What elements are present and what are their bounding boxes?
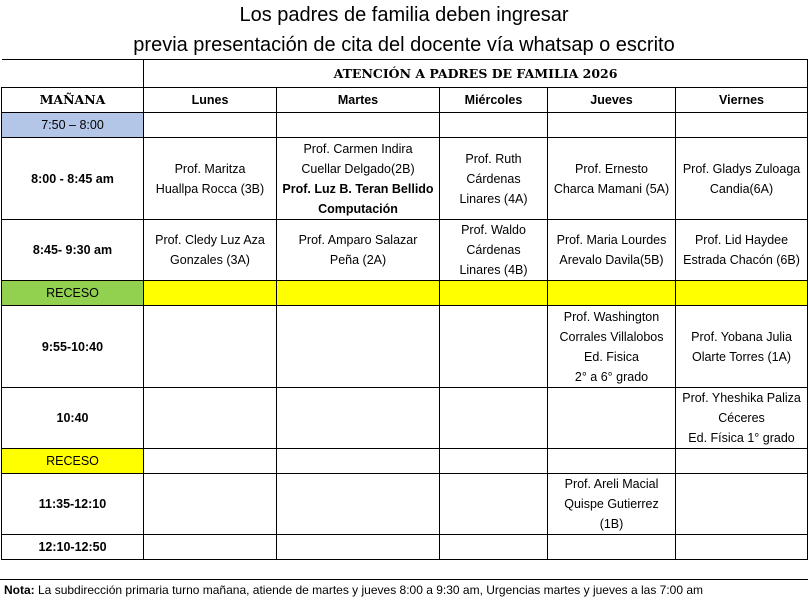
slot-cell bbox=[548, 474, 676, 535]
teacher-line: 2° a 6° grado bbox=[574, 369, 649, 384]
teacher-line: Quispe Gutierrez bbox=[564, 497, 659, 511]
slot-cell bbox=[440, 113, 548, 138]
day-viernes: Viernes bbox=[676, 88, 808, 113]
teacher-line: Prof. Areli Macial bbox=[564, 477, 659, 491]
day-jueves: Jueves bbox=[548, 88, 676, 113]
teacher-line: Céceres bbox=[718, 411, 765, 425]
teacher-line: Charca Mamani (5A) bbox=[553, 181, 670, 196]
slot-cell bbox=[277, 220, 440, 281]
slot-cell bbox=[277, 449, 440, 474]
table-row bbox=[2, 281, 808, 306]
slot-cell bbox=[676, 388, 808, 449]
slot-cell bbox=[144, 220, 277, 281]
slot-cell bbox=[676, 220, 808, 281]
teacher-line: Cárdenas bbox=[466, 243, 521, 257]
recess-cell bbox=[548, 281, 676, 306]
slot-cell bbox=[676, 113, 808, 138]
slot-cell bbox=[144, 449, 277, 474]
teacher-line: Prof. Carmen Indira bbox=[303, 141, 413, 156]
table-row bbox=[2, 60, 808, 88]
teacher-line: Ed. Fisica bbox=[584, 349, 639, 364]
recess-cell bbox=[144, 281, 277, 306]
time-cell: 11:35-12:10 bbox=[2, 474, 144, 535]
note-label: Nota: bbox=[4, 583, 35, 597]
teacher-line: Peña (2A) bbox=[329, 253, 387, 267]
table-row bbox=[2, 138, 808, 220]
slot-cell bbox=[144, 388, 277, 449]
slot-cell bbox=[277, 306, 440, 388]
header-line-1: Los padres de familia deben ingresar bbox=[239, 4, 569, 26]
teacher-line: Estrada Chacón (6B) bbox=[683, 253, 800, 267]
table-row bbox=[2, 220, 808, 281]
teacher-line: Prof. Waldo bbox=[461, 223, 526, 237]
teacher-line: Prof. Yheshika Paliza bbox=[682, 391, 801, 405]
time-cell: 12:10-12:50 bbox=[2, 535, 144, 560]
slot-cell bbox=[440, 306, 548, 388]
table-row bbox=[2, 88, 808, 113]
page-header bbox=[0, 0, 808, 58]
schedule-table bbox=[1, 59, 808, 560]
teacher-line: Olarte Torres (1A) bbox=[691, 349, 792, 364]
time-cell: 9:55-10:40 bbox=[2, 306, 144, 388]
slot-cell bbox=[548, 306, 676, 388]
teacher-line: Computación bbox=[318, 201, 398, 216]
teacher-line: Prof. Washington bbox=[563, 309, 660, 324]
table-title: ATENCIÓN A PADRES DE FAMILIA 2026 bbox=[144, 60, 808, 88]
footer-note bbox=[0, 579, 808, 599]
teacher-line: Cárdenas bbox=[466, 171, 521, 186]
teacher-line: Prof. Luz B. Teran Bellido bbox=[282, 181, 434, 196]
teacher-line: Ed. Física 1° grado bbox=[688, 431, 795, 445]
shift-label: MAÑANA bbox=[2, 88, 144, 113]
slot-cell bbox=[144, 535, 277, 560]
day-martes: Martes bbox=[277, 88, 440, 113]
slot-cell bbox=[440, 449, 548, 474]
slot-cell bbox=[440, 474, 548, 535]
teacher-line: Prof. Lid Haydee bbox=[694, 233, 789, 247]
slot-cell bbox=[676, 535, 808, 560]
day-lunes: Lunes bbox=[144, 88, 277, 113]
slot-cell bbox=[144, 113, 277, 138]
slot-cell bbox=[548, 138, 676, 220]
teacher-line: (1B) bbox=[599, 517, 624, 531]
teacher-line: Gonzales (3A) bbox=[170, 253, 250, 267]
teacher-line: Huallpa Rocca (3B) bbox=[155, 181, 265, 196]
slot-cell bbox=[144, 138, 277, 220]
slot-cell bbox=[440, 220, 548, 281]
teacher-line: Arevalo Davila(5B) bbox=[559, 253, 664, 267]
time-cell: 10:40 bbox=[2, 388, 144, 449]
teacher-line: Linares (4A) bbox=[459, 191, 528, 206]
recess-label: RECESO bbox=[2, 449, 144, 474]
teacher-line: Prof. Maritza bbox=[174, 161, 246, 176]
teacher-line: Linares (4B) bbox=[459, 263, 528, 277]
teacher-line: Prof. Gladys Zuloaga bbox=[682, 161, 801, 176]
slot-cell bbox=[440, 388, 548, 449]
header-line-2: previa presentación de cita del docente vía whatsap o escrito bbox=[133, 34, 675, 56]
table-row bbox=[2, 113, 808, 138]
slot-cell bbox=[144, 306, 277, 388]
slot-cell bbox=[277, 113, 440, 138]
time-cell: 8:00 - 8:45 am bbox=[2, 138, 144, 220]
slot-cell bbox=[548, 220, 676, 281]
slot-cell bbox=[548, 535, 676, 560]
blank-corner bbox=[2, 60, 144, 88]
table-row bbox=[2, 388, 808, 449]
slot-cell bbox=[676, 306, 808, 388]
table-row bbox=[2, 306, 808, 388]
table-row bbox=[2, 535, 808, 560]
time-cell: 7:50 – 8:00 bbox=[2, 113, 144, 138]
teacher-line: Cuellar Delgado(2B) bbox=[301, 161, 415, 176]
slot-cell bbox=[277, 474, 440, 535]
slot-cell bbox=[277, 535, 440, 560]
teacher-line: Prof. Amparo Salazar bbox=[298, 233, 418, 247]
slot-cell bbox=[548, 449, 676, 474]
recess-cell bbox=[676, 281, 808, 306]
slot-cell bbox=[548, 388, 676, 449]
slot-cell bbox=[676, 138, 808, 220]
slot-cell bbox=[144, 474, 277, 535]
teacher-line: Prof. Yobana Julia bbox=[691, 329, 792, 344]
slot-cell bbox=[676, 474, 808, 535]
time-cell: 8:45- 9:30 am bbox=[2, 220, 144, 281]
recess-label: RECESO bbox=[2, 281, 144, 306]
teacher-line: Prof. Cledy Luz Aza bbox=[155, 233, 265, 247]
teacher-line: Prof. Ernesto bbox=[575, 161, 648, 176]
teacher-line: Candia(6A) bbox=[709, 181, 774, 196]
recess-cell bbox=[440, 281, 548, 306]
recess-cell bbox=[277, 281, 440, 306]
table-row bbox=[2, 449, 808, 474]
slot-cell bbox=[548, 113, 676, 138]
teacher-line: Corrales Villalobos bbox=[559, 329, 664, 344]
slot-cell bbox=[277, 138, 440, 220]
table-row bbox=[2, 474, 808, 535]
slot-cell bbox=[277, 388, 440, 449]
slot-cell bbox=[676, 449, 808, 474]
slot-cell bbox=[440, 535, 548, 560]
teacher-line: Prof. Maria Lourdes bbox=[556, 233, 667, 247]
slot-cell bbox=[440, 138, 548, 220]
teacher-line: Prof. Ruth bbox=[465, 151, 522, 166]
note-text: La subdirección primaria turno mañana, atiende de martes y jueves 8:00 a 9:30 am, Urgencias martes y jueves a las 7:00 am bbox=[34, 583, 704, 597]
day-miercoles: Miércoles bbox=[440, 88, 548, 113]
